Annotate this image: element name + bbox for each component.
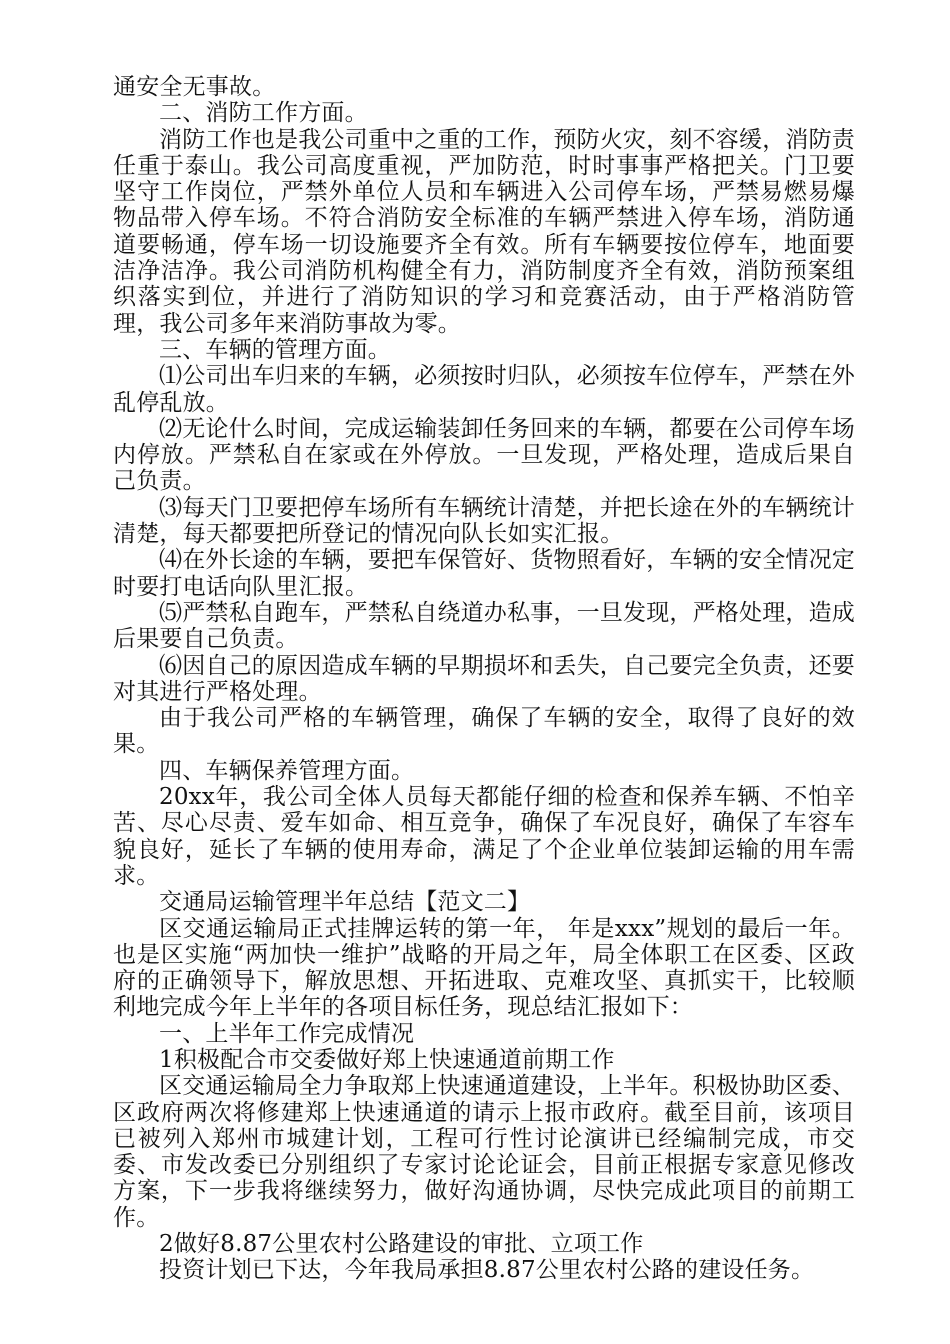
list-item-vehicle-rule-2: ⑵无论什么时间，完成运输装卸任务回来的车辆，都要在公司停车场内停放。严禁私自在家或在外停放。一旦发现，严格处理，造成后果自己负责。 [113,415,855,495]
section-heading-vehicle-management: 三、车辆的管理方面。 [159,336,391,363]
subheading-rural-road: 2做好8.87公里农村公路建设的审批、立项工作 [159,1231,644,1258]
list-item-vehicle-rule-4: ⑷在外长途的车辆，要把车保管好、货物照看好，车辆的安全情况定时要打电话向队里汇报。 [113,547,855,600]
list-item-vehicle-rule-1: ⑴公司出车归来的车辆，必须按时归队，必须按车位停车，严禁在外乱停乱放。 [113,363,855,416]
subheading-expressway: 1积极配合市交委做好郑上快速通道前期工作 [159,1046,615,1073]
list-item-vehicle-rule-5: ⑸严禁私自跑车，严禁私自绕道办私事，一旦发现，严格处理，造成后果要自己负责。 [113,599,855,653]
paragraph-expressway: 区交通运输局全力争取郑上快速通道建设，上半年。积极协助区委、区政府两次将修建郑上快速通道的请示上报市政府。截至目前，该项目已被列入郑州市城建计划，工程可行性讨论演讲已经编制完成，市交委、市发改委已分别组织了专家讨论论证会，目前正根据专家意见修改方案，下一步我将继续努力，做好沟通协调，尽快完成此项目的前期工作。 [113,1073,855,1231]
document-page [113,74,855,1284]
section-heading-half-year-work: 一、上半年工作完成情况 [159,1020,415,1047]
paragraph-rural-road: 投资计划已下达，今年我局承担8.87公里农村公路的建设任务。 [159,1257,815,1284]
paragraph-vehicle-summary: 由于我公司严格的车辆管理，确保了车辆的安全，取得了良好的效果。 [113,705,855,758]
paragraph-maintenance: 20xx年，我公司全体人员每天都能仔细的检查和保养车辆、不怕辛苦、尽心尽责、爱车如命、相互竞争，确保了车况良好，确保了车容车貌良好，延长了车辆的使用寿命，满足了个企业单位装卸运输的用车需求。 [113,784,855,889]
list-item-vehicle-rule-3: ⑶每天门卫要把停车场所有车辆统计清楚，并把长途在外的车辆统计清楚，每天都要把所登记的情况向队长如实汇报。 [113,494,855,548]
list-item-vehicle-rule-6: ⑹因自己的原因造成车辆的早期损坏和丢失，自己要完全负责，还要对其进行严格处理。 [113,652,855,705]
section-heading-maintenance: 四、车辆保养管理方面。 [159,757,415,784]
paragraph-intro-two: 区交通运输局正式挂牌运转的第一年， 年是xxx”规划的最后一年。也是区实施“两加快一维护”战略的开局之年，局全体职工在区委、区政府的正确领导下，解放思想、开拓进取、克难攻坚、真抓实干，比较顺利地完成今年上半年的各项目标任务，现总结汇报如下： [113,915,855,1021]
paragraph-continuation: 通安全无事故。 [113,74,276,100]
section-heading-fire-safety: 二、消防工作方面。 [159,100,368,127]
paragraph-fire-safety: 消防工作也是我公司重中之重的工作，预防火灾，刻不容缓，消防责任重于泰山。我公司高度重视，严加防范，时时事事严格把关。门卫要坚守工作岗位，严禁外单位人员和车辆进入公司停车场，严禁易燃易爆物品带入停车场。不符合消防安全标准的车辆严禁进入停车场，消防通道要畅通，停车场一切设施要齐全有效。所有车辆要按位停车，地面要洁净洁净。我公司消防机构健全有力，消防制度齐全有效，消防预案组织落实到位，并进行了消防知识的学习和竞赛活动，由于严格消防管理，我公司多年来消防事故为零。 [113,126,855,337]
sample-title-two: 交通局运输管理半年总结【范文二】 [159,889,531,916]
